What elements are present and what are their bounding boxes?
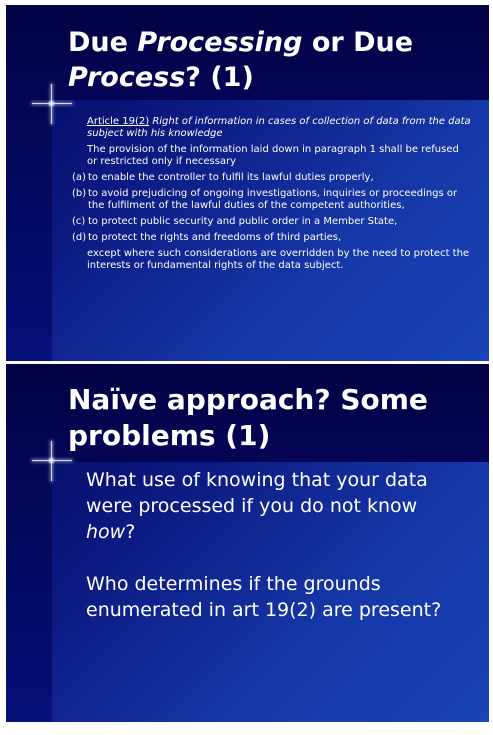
list-item: (d) to protect the rights and freedoms of third parties,	[72, 232, 342, 243]
questions	[86, 467, 466, 649]
list-item: (a) to enable the controller to fulfil its lawful duties properly,	[72, 172, 374, 183]
closing-text: except where such considerations are overridden by the need to protect the interests or fundamental rights of the data subject.	[87, 248, 470, 271]
article-heading: Article 19(2) Right of information in cases of collection of data from the data subject with his knowledge	[87, 116, 471, 139]
slide-due-processing	[6, 5, 489, 361]
article-ref: Article 19(2)	[87, 116, 150, 127]
question-1: What use of knowing that your data were processed if you do not know how?	[86, 469, 428, 543]
list-item: (c) to protect public security and public order in a Member State,	[72, 216, 398, 227]
slide-title: Naïve approach? Some problems (1)	[68, 383, 428, 452]
list-item: (b) to avoid prejudicing of ongoing investigations, inquiries or proceedings or the fulfilment of the lawful duties of the competent authorities,	[72, 188, 458, 211]
sparkle-icon	[32, 441, 72, 481]
provision-text: The provision of the information laid down in paragraph 1 shall be refused or restricted only if necessary	[87, 144, 459, 167]
slide-naive-approach	[6, 364, 489, 722]
article-text	[72, 116, 472, 276]
sparkle-icon	[32, 84, 72, 124]
question-2: Who determines if the grounds enumerated in art 19(2) are present?	[86, 573, 442, 621]
slide-title: Due Processing or Due Process? (1)	[68, 27, 414, 93]
